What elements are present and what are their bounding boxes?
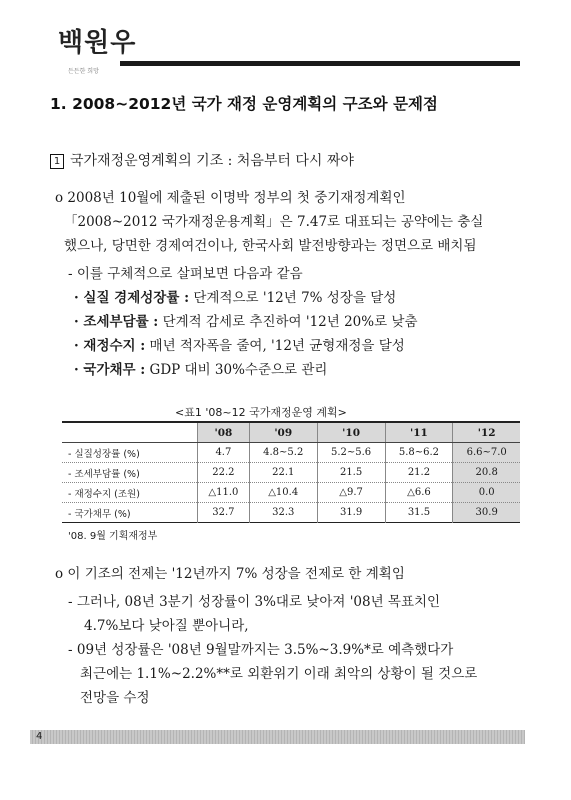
bullet-text: 매년 적자폭을 줄여, '12년 균형재정을 달성 bbox=[145, 338, 405, 354]
table-cell: 4.7 bbox=[198, 443, 250, 463]
header-rule bbox=[120, 61, 520, 66]
bullet-label: · 조세부담률 : bbox=[74, 314, 159, 330]
table-cell: 5.2~5.6 bbox=[317, 443, 385, 463]
bullet-label: · 재정수지 : bbox=[74, 338, 146, 354]
table-cell: 21.2 bbox=[385, 463, 453, 483]
paragraph2-line2: - 그러나, 08년 3분기 성장률이 3%대로 낮아져 '08년 목표치인 bbox=[68, 594, 441, 610]
bullet-text: GDP 대비 30%수준으로 관리 bbox=[145, 362, 328, 378]
table-cell: 21.5 bbox=[317, 463, 385, 483]
table-row bbox=[62, 483, 520, 503]
column-header: '08 bbox=[198, 422, 250, 443]
subsection-title: 국가재정운영계획의 기조 : 처음부터 다시 짜야 bbox=[70, 153, 354, 169]
table-cell: 0.0 bbox=[453, 483, 520, 503]
paragraph1-line1: o 2008년 10월에 제출된 이명박 정부의 첫 중기재정계획인 bbox=[55, 190, 406, 206]
table-cell: 20.8 bbox=[453, 463, 520, 483]
table-header-row bbox=[62, 422, 520, 443]
column-header: '10 bbox=[317, 422, 385, 443]
table-cell: 30.9 bbox=[453, 503, 520, 523]
paragraph1-line3: 했으나, 당면한 경제여건이나, 한국사회 발전방향과는 정면으로 배치됨 bbox=[64, 238, 477, 254]
table-source: '08. 9월 기획재정부 bbox=[68, 531, 158, 542]
table-caption: <표1 '08~12 국가재정운영 계획> bbox=[175, 406, 347, 419]
tagline: 든든한 희망 bbox=[68, 68, 99, 75]
paragraph2-line4: - 09년 성장률은 '08년 9월말까지는 3.5%~3.9%*로 예측했다가 bbox=[68, 642, 454, 658]
logo: 백원우 bbox=[58, 28, 137, 58]
table-row bbox=[62, 443, 520, 463]
bullet-tax-burden bbox=[74, 310, 418, 330]
bullet-national-debt bbox=[74, 358, 327, 378]
table-cell: 32.7 bbox=[198, 503, 250, 523]
column-header: '12 bbox=[453, 422, 520, 443]
row-label: - 국가채무 (%) bbox=[62, 503, 198, 523]
bullet-label: · 실질 경제성장률 : bbox=[74, 290, 190, 306]
paragraph1-line2: 「2008~2012 국가재정운용계획」은 7.47로 대표되는 공약에는 충실 bbox=[64, 214, 484, 230]
table-corner-cell bbox=[62, 422, 198, 443]
table-cell: △11.0 bbox=[198, 483, 250, 503]
table-cell: 32.3 bbox=[249, 503, 317, 523]
table-cell: 22.2 bbox=[198, 463, 250, 483]
subsection-number-box: 1 bbox=[50, 154, 64, 169]
bullet-label: · 국가채무 : bbox=[74, 362, 146, 378]
table-cell: △10.4 bbox=[249, 483, 317, 503]
page-number: 4 bbox=[36, 731, 43, 742]
bullet-text: 단계적 감세로 추진하여 '12년 20%로 낮춤 bbox=[158, 314, 418, 330]
paragraph2-line5: 최근에는 1.1%~2.2%**로 외환위기 이래 최악의 상황이 될 것으로 bbox=[80, 666, 478, 682]
paragraph2-line1: o 이 기조의 전제는 '12년까지 7% 성장을 전제로 한 계획임 bbox=[55, 566, 405, 582]
section-title: 1. 2008~2012년 국가 재정 운영계획의 구조와 문제점 bbox=[50, 95, 438, 113]
footer-bar bbox=[30, 730, 525, 744]
bullet-fiscal-balance bbox=[74, 334, 405, 354]
table-cell: △6.6 bbox=[385, 483, 453, 503]
table-cell: 6.6~7.0 bbox=[453, 443, 520, 463]
table-cell: 4.8~5.2 bbox=[249, 443, 317, 463]
paragraph2-line3: 4.7%보다 낮아질 뿐아니라, bbox=[84, 618, 249, 634]
row-label: - 실질성장률 (%) bbox=[62, 443, 198, 463]
bullet-growth bbox=[74, 286, 396, 306]
column-header: '09 bbox=[249, 422, 317, 443]
fiscal-plan-table bbox=[62, 421, 520, 523]
row-label: - 조세부담률 (%) bbox=[62, 463, 198, 483]
bullet-text: 단계적으로 '12년 7% 성장을 달성 bbox=[189, 290, 397, 306]
detail-intro: - 이를 구체적으로 살펴보면 다음과 같음 bbox=[68, 266, 303, 282]
row-label: - 재정수지 (조원) bbox=[62, 483, 198, 503]
table-row bbox=[62, 503, 520, 523]
table-row bbox=[62, 463, 520, 483]
table-cell: △9.7 bbox=[317, 483, 385, 503]
paragraph2-line6: 전망을 수정 bbox=[80, 690, 150, 706]
table-cell: 31.9 bbox=[317, 503, 385, 523]
table-cell: 22.1 bbox=[249, 463, 317, 483]
column-header: '11 bbox=[385, 422, 453, 443]
table-cell: 31.5 bbox=[385, 503, 453, 523]
table-cell: 5.8~6.2 bbox=[385, 443, 453, 463]
subsection-heading bbox=[50, 150, 354, 170]
